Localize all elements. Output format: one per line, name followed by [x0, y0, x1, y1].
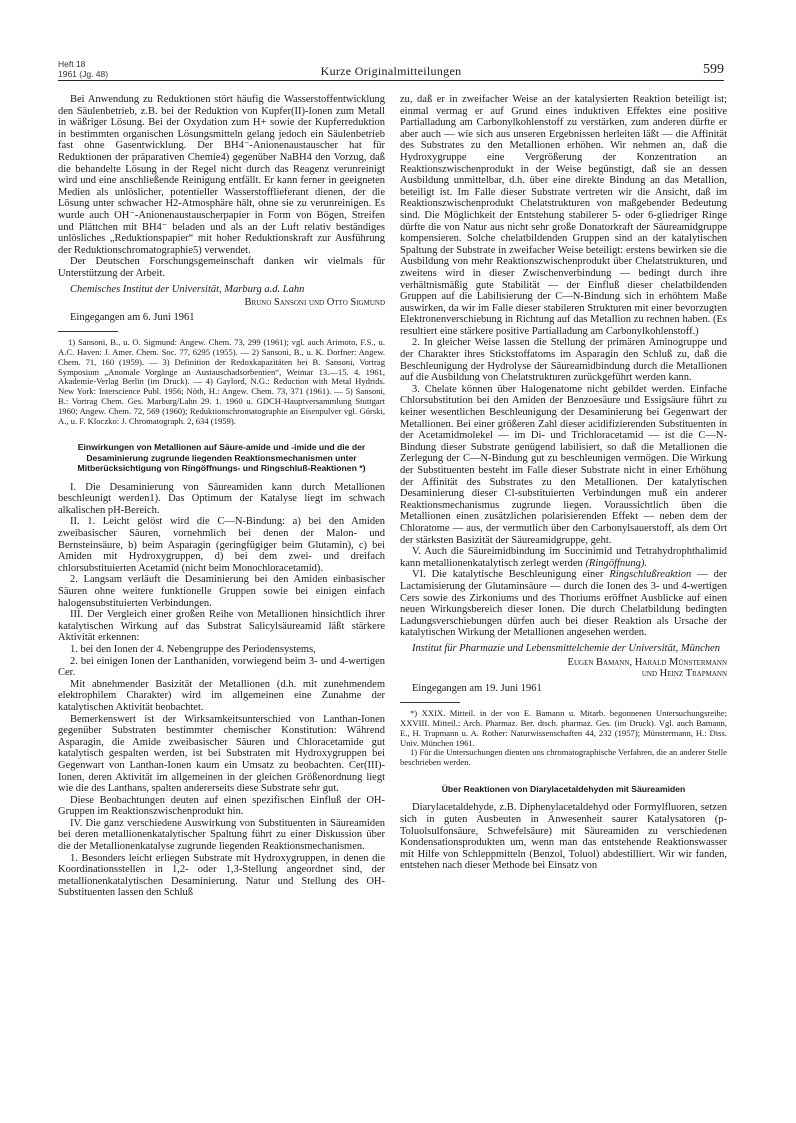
- footnote-rule: [400, 702, 460, 703]
- footnote: *) XXIX. Mitteil. in der von E. Bamann u. Mitarb. begonnenen Untersuchungsreihe; XXVIII. Mitteil.: Arch. Pharmaz. Ber. dtsch. pharmaz. Ges. (im Druck). Vgl. auch Bamann, E., H. Trapmann u. A. Rother: Naturwissenschaften 44, 232 (1957); Münstermann, H.: Diss. Univ. München 1961.: [400, 708, 727, 748]
- footnote-rule: [58, 331, 118, 332]
- authors: und Heinz Trapmann: [641, 668, 727, 680]
- paragraph: II. 1. Leicht gelöst wird die C—N-Bindung: a) bei den Amiden zweibasischer Säuren, vornehmlich bei denen der Malon- und Bernsteinsäure, b) beim Asparagin (geringfügiger beim Glutamin), c) bei Amiden mit Hydroxygruppen, d) bei dem zwei- und dreifach chlorsubstituierten Acetamid (nicht beim Monochloracetamid).: [58, 516, 385, 574]
- footnote: 1) Für die Untersuchungen dienten uns chromatographische Verfahren, die an anderer Stelle beschrieben werden.: [400, 747, 727, 768]
- paragraph: 2. Langsam verläuft die Desaminierung bei den Amiden einbasischer Säuren ohne weitere funktionelle Gruppen sowie bei einigen einfach halogensubstituierten Verbindungen.: [58, 574, 385, 609]
- paragraph: 2. In gleicher Weise lassen die Stellung der primären Aminogruppe und der Charakter ihres Stickstoffatoms im Asparagin den Schluß zu, daß die Beschleunigung der Hydrolyse der Säureamidbindung durch die Metallionen auf die Ausbildung von Chelatstrukturen zurückgeführt werden kann.: [400, 337, 727, 384]
- footnotes: 1) Sansoni, B., u. O. Sigmund: Angew. Chem. 73, 299 (1961); vgl. auch Arimoto, F.S., u. A.C. Haven: J. Amer. Chem. Soc. 77, 6295 (1955). — 2) Sansoni, B., u. K. Dorfner: Angew. Chem. 71, 160 (1959). — 3) Definition der Redoxkapazitäten bei B. Sansoni, Vortrag Symposium „Anomale Vorgänge an Austauschadsorbentien“, Weimar 13.—15. 4. 1961, Akademie-Verlag Berlin (im Druck). — 4) Gaylord, N.G.: Reduction with Metal Hydrids. New York: Interscience Publ. 1956; Nöth, H.: Angew. Chem. 73, 371 (1961). — 5) Sansoni, B.: Vortrag Chem. Ges. Marburg/Lahn 29. 1. 1960 u. GDCH-Hauptversammlung Stuttgart 1960; Angew. Chem. 72, 569 (1960); Reduktionschromatographie an Eisenpulver vgl. Górski, A., u. F. Kloczko: J. Chromatograph. 2, 634 (1959).: [58, 337, 385, 426]
- paragraph: Bemerkenswert ist der Wirksamkeitsunterschied von Lanthan-Ionen gegenüber Substraten bestimmter chemischer Konstitution: Während Asparagin, die Amide zweibasischer Säuren und Chloracetamide gut katalytisch gespalten werden, ist bei Substraten mit Hydroxygruppen bei Gegenwart von Lanthan-Ionen kaum ein Umsatz zu beobachten. Cer(III)-Ionen, deren Aktivität im allgemeinen in der gleichen Größenordnung liegt wie die des Lanthans, spalten andererseits diese Substrate sehr gut.: [58, 713, 385, 795]
- institute: Institut für Pharmazie und Lebensmittelchemie der Universität, München: [412, 642, 720, 654]
- institute: Chemisches Institut der Universität, Marburg a.d. Lahn: [70, 283, 305, 295]
- paragraph: zu, daß er in zweifacher Weise an der katalysierten Reaktion beteiligt ist; einmal vermag er auf Grund eines induktiven Effektes eine positive Partialladung am Carbonylkohlenstoff zu verstärken, zum anderen dürfte er aber auch — wie sich aus unseren Ergebnissen herleiten läßt — die Affinität des Substrates zu den Metallionen erhöhen. Wir nehmen an, daß die Hydroxygruppe eine Vergrößerung der Konzentration an Reaktionszwischenprodukt in der Weise begünstigt, daß sie an dessen Ausbildung unmittelbar, d.h. über eine direkte Bindung an das Metallion, beteiligt ist. Im Falle dieser Substrate vertreten wir die Ansicht, daß im Reaktionszwischenprodukt Chelatstrukturen von maßgebender Bedeutung sind. Die Möglichkeit der Entstehung stabilerer 5- oder 6-gliedriger Ringe dürfte die von Natur aus nicht sehr große Donatorkraft der Säureamidgruppe kompensieren. Solche chelatbildenden Gruppen sind an der katalytischen Spaltung der Substrate in zweifacher Weise beteiligt: erstens bewirken sie die Ausbildung von mehr Reaktionszwischenprodukt über Chelatstrukturen, und zweitens wird in dieser Zwischenverbindung — bedingt durch ihre verhältnismäßig gute Stabilität — der Einfluß dieser chelatbildenden Gruppen auf die Labilisierung der C—N-Bindung sich in erhöhtem Maße auswirken, da wir im Falle dieser stabileren Strukturen mit einer bevorzugten Elektronenverschiebung in Richtung auf das Metallion zu rechnen haben. (Es resultiert eine stärkere positive Partialladung am Carbonylkohlenstoff.): [400, 94, 727, 337]
- issue-number: Heft 18: [58, 59, 86, 69]
- issue-year: 1961 (Jg. 48): [58, 68, 109, 79]
- emphasis: Ringschlußreaktion: [609, 569, 692, 581]
- paragraph-text: — der Lactamisierung der Glutaminsäure — durch die Ionen des 3- und 4-wertigen Cers sowie des Zirkoniums und des Thoriums eröffnet Ausblicke auf einen neuen Wirkungsbereich dieser Ionen. Die durch Chelatbildung bedingten Ladungsverschiebungen dürfen auch bei dieser Reaktion als Ursache der katalytischen Wirkung der Metallionen angesehen werden.: [400, 569, 727, 639]
- authors: Eugen Bamann, Harald Münstermann: [567, 656, 727, 668]
- right-column: [400, 94, 727, 872]
- paragraph: III. Der Vergleich einer großen Reihe von Metallionen hinsichtlich ihrer katalytischen Wirkung auf das Substrat Salicylsäureamid läßt stärkere Aktivität erkennen:: [58, 609, 385, 644]
- paragraph: [400, 569, 727, 639]
- authors: Bruno Sansoni und Otto Sigmund: [244, 297, 385, 309]
- page-number: 599: [703, 62, 724, 77]
- paragraph-text: VI. Die katalytische Beschleunigung einer: [412, 569, 604, 581]
- acknowledgement: Der Deutschen Forschungsgemeinschaft danken wir vielmals für Unterstützung der Arbeit.: [58, 256, 385, 279]
- paragraph: Mit abnehmender Basizität der Metallionen (d.h. mit zunehmendem elektrophilem Charakter) wird im allgemeinen eine Zunahme der katalytischen Aktivität beobachtet.: [58, 678, 385, 713]
- header-rule: [58, 80, 724, 81]
- paragraph: Bei Anwendung zu Reduktionen stört häufig die Wasserstoffentwicklung den Säulenbetrieb, z.B. bei der Reduktion von Kupfer(II)-Ionen zum Metall in wäßriger Lösung. Bei der Oxydation zum H+ sowie der Kupferreduktion in bestimmten organischen Lösungsmitteln gelang jedoch ein Säulenbetrieb fast ohne Gasentwicklung. Der BH4⁻-Anionenaustauscher hat für Reduktionen der präparativen Chemie4) gegenüber NaBH4 den Vorzug, daß die behandelte Lösung in der Regel nicht durch das Reagenz verunreinigt wird und eine anschließende Reinigung entfällt. Er kann ferner in geeigneten Medien als unlöslicher, potentieller Wasserstofflieferant dienen, der die Lösung unter schwacher H2-Atmosphäre hält, ohne sie zu verunreinigen. Es wurde auch OH⁻-Anionenaustauscherpapier in Form von Bögen, Streifen und Plättchen mit BH4⁻ beladen und als an der Luft relativ beständiges unlösliches „Reduktionspapier“ mit hoher Reduktionskraft zur Ausführung der Reduktionschromatographie5) verwendet.: [58, 94, 385, 256]
- paragraph: [400, 546, 727, 569]
- emphasis: (Ringöffnung).: [585, 557, 647, 569]
- paragraph: IV. Die ganz verschiedene Auswirkung von Substituenten in Säureamiden bei deren metallionenkatalytischer Spaltung führt zu einer Diskussion über die der Metallionenkatalyse zugrunde liegenden Reaktionsmechanismen.: [58, 817, 385, 853]
- received-date: Eingegangen am 19. Juni 1961: [412, 682, 542, 694]
- paragraph: 3. Chelate können über Halogenatome nicht gebildet werden. Einfache Chlorsubstitution bei den Amiden der Benzoesäure und Essigsäure führt zu keiner wesentlichen Beschleunigung der Desaminierung bei Gegenwart der Metallionen. Bei einer größeren Zahl dieser acidifizierenden Substituenten in der Acetamidmolekel — im Di- und Trichloracetamid — ist die C—N-Bindung dieser Substrate genügend labilisiert, so daß die Metallionen die Zerlegung der C—N-Bindung gut zu beschleunigen vermögen. Die Wirkung der Substituenten besteht im Falle dieser Substrate nicht in einer Erhöhung der Affinität des Substrates zu den Metallionen. Der katalytischen Desaminierung dieser Cl-substituierten Verbindungen muß ein anderer Reaktionsmechanismus zugrunde liegen. Voraussichtlich üben die Metallionen einen zusätzlichen polarisierenden Effekt — neben dem der Chloratome — aus, der vermutlich über den Carbonylsauerstoff, als dem Ort der stärksten Basizität der Säureamidgruppe, geht.: [400, 383, 727, 546]
- section-title: Über Reaktionen von Diarylacetaldehyden mit Säureamiden: [441, 784, 686, 795]
- paragraph: Diese Beobachtungen deuten auf einen spezifischen Einfluß der OH-Gruppen im Reaktionszwischenprodukt hin.: [58, 794, 385, 818]
- paragraph: 1. Besonders leicht erliegen Substrate mit Hydroxygruppen, in denen die Koordinationsstellen in 1,2- oder 1,3-Stellung angeordnet sind, der metallionenkatalytischen Desaminierung. Natur und Stellung des OH-Substituenten lassen den Schluß: [58, 852, 385, 899]
- paragraph-text: V. Auch die Säureimidbindung im Succinimid und Tetrahydrophthalimid kann metallionenkatalytisch zerlegt werden: [400, 546, 727, 569]
- page-header: [58, 60, 724, 82]
- paragraph: Diarylacetaldehyde, z.B. Diphenylacetaldehyd oder Formylfluoren, setzen sich in guten Ausbeuten in Anwesenheit saurer Katalysatoren (p-Toluolsulfonsäure, Schwefelsäure) mit Säureamiden zu verschiedenen Kondensationsprodukten um, wenn man das entstehende Reaktionswasser mit Hilfe von Schleppmitteln (Benzol, Toluol) abdestilliert. Wir wir fanden, entstehen nach dieser Methode bei Einsatz von: [400, 802, 727, 872]
- received-date: Eingegangen am 6. Juni 1961: [70, 311, 195, 323]
- list-item: 2. bei einigen Ionen der Lanthaniden, vorwiegend beim 3- und 4-wertigen Cer.: [58, 655, 385, 679]
- left-column: [58, 94, 385, 899]
- section-title: Einwirkungen von Metallionen auf Säure-amide und -imide und die der Desaminierung zugrunde liegenden Reaktionsmechanismen unter Mitberücksichtigung von Ringöffnungs- und Ringschluß-Reaktionen *): [77, 442, 366, 474]
- list-item: 1. bei den Ionen der 4. Nebengruppe des Periodensystems,: [70, 643, 316, 655]
- journal-section-title: Kurze Originalmitteilungen: [320, 64, 462, 78]
- paragraph: I. Die Desaminierung von Säureamiden kann durch Metallionen beschleunigt werden1). Das Optimum der Katalyse liegt im schwach alkalischen pH-Bereich.: [58, 481, 385, 516]
